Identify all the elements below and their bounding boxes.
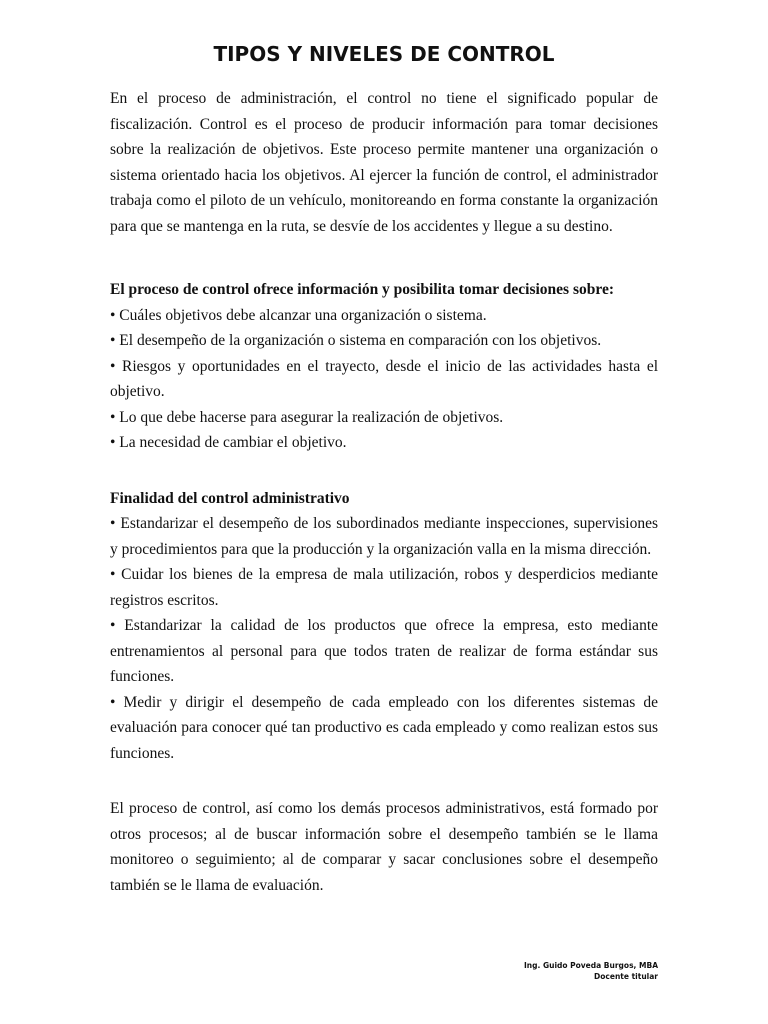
purpose-list	[110, 511, 658, 766]
list-item: • Estandarizar la calidad de los productos que ofrece la empresa, esto mediante entrenamientos al personal para que todos traten de realizar de forma estándar sus funciones.	[110, 617, 658, 685]
list-item: • Estandarizar el desempeño de los subordinados mediante inspecciones, supervisiones y procedimientos para que la producción y la organización valla en la misma dirección.	[110, 515, 658, 558]
footer-role: Docente titular	[594, 972, 658, 981]
list-item: • El desempeño de la organización o sistema en comparación con los objetivos.	[110, 332, 602, 349]
page-footer	[524, 960, 658, 982]
page-title: TIPOS Y NIVELES DE CONTROL	[213, 42, 555, 66]
list-item: • Riesgos y oportunidades en el trayecto, desde el inicio de las actividades hasta el objetivo.	[110, 357, 658, 400]
section-heading-purpose: Finalidad del control administrativo	[110, 489, 350, 507]
list-item: • Cuidar los bienes de la empresa de mala utilización, robos y desperdicios mediante registros escritos.	[110, 566, 658, 609]
closing-paragraph: El proceso de control, así como los demás procesos administrativos, está formado por otros procesos; al de buscar información sobre el desempeño también se le llama monitoreo o seguimiento; al de comparar y sacar conclusiones sobre el desempeño también se le llama de evaluación.	[110, 800, 658, 894]
intro-paragraph: En el proceso de administración, el control no tiene el significado popular de fiscalización. Control es el proceso de producir información para tomar decisiones sobre la realización de objetivos. Este proceso permite mantener una organización o sistema orientado hacia los objetivos. Al ejercer la función de control, el administrador trabaja como el piloto de un vehículo, monitoreando en forma constante la organización para que se mantenga en la ruta, se desvíe de los accidentes y llegue a su destino.	[110, 90, 658, 235]
decisions-list	[110, 303, 658, 456]
footer-author: Ing. Guido Poveda Burgos, MBA	[523, 961, 658, 970]
list-item: • Lo que debe hacerse para asegurar la realización de objetivos.	[110, 408, 504, 426]
list-item: • Cuáles objetivos debe alcanzar una organización o sistema.	[110, 306, 487, 324]
list-item: • Medir y dirigir el desempeño de cada empleado con los diferentes sistemas de evaluación para conocer qué tan productivo es cada empleado y como realizan estos sus funciones.	[110, 693, 658, 762]
list-item: • La necesidad de cambiar el objetivo.	[110, 434, 347, 451]
section-heading-decisions: El proceso de control ofrece información y posibilita tomar decisiones sobre:	[110, 281, 614, 298]
